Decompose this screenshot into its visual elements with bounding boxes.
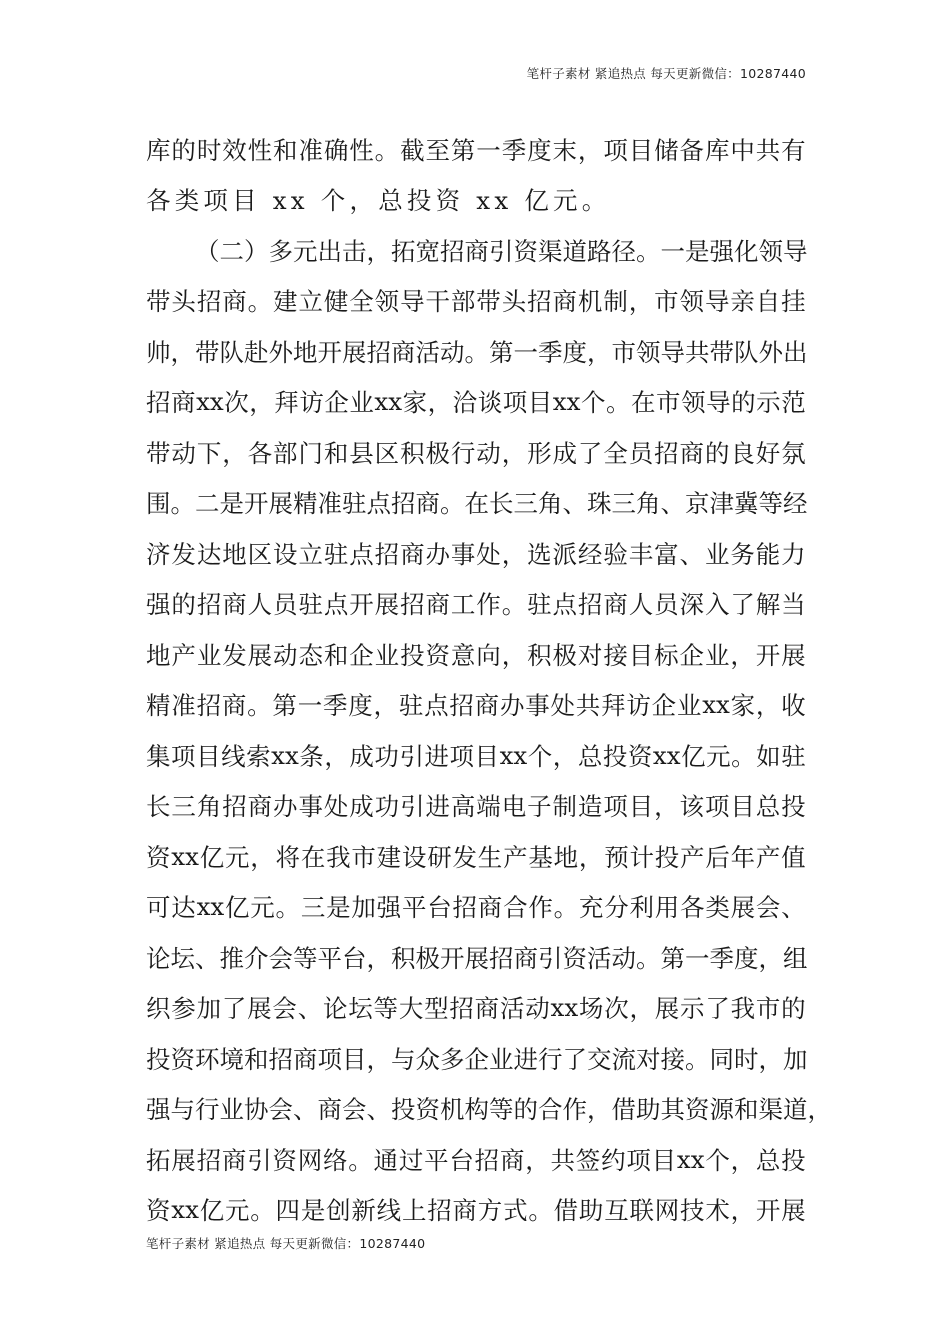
text-line: 织 参 加 了 展 会 、 论 坛 等 大 型 招 商 活 动 xx 场 次 ， 展 示 了 我 市 的 bbox=[146, 993, 806, 1024]
text-line: 帅 ， 带 队 赴 外 地 开 展 招 商 活 动 。 第 一 季 度 ， 市 领 导 共 带 队 外 出 bbox=[146, 337, 808, 367]
text-line: 集 项 目 线 索 xx 条 ， 成 功 引 进 项 目 xx 个 ， 总 投 资 xx 亿 元 。 如 驻 bbox=[146, 740, 806, 771]
text-line: 围 。 二 是 开 展 精 准 驻 点 招 商 。 在 长 三 角 、 珠 三 角 、 京 津 冀 等 经 bbox=[146, 489, 808, 519]
document-body bbox=[146, 124, 832, 1235]
text-line: 济 发 达 地 区 设 立 驻 点 招 商 办 事 处 ， 选 派 经 验 丰 富 、 业 务 能 力 bbox=[146, 539, 806, 569]
text-line: 拓 展 招 商 引 资 网 络 。 通 过 平 台 招 商 ， 共 签 约 项 目 xx 个 ， 总 投 bbox=[146, 1144, 806, 1175]
text-line: 长 三 角 招 商 办 事 处 成 功 引 进 高 端 电 子 制 造 项 目 ， 该 项 目 总 投 bbox=[146, 792, 806, 822]
text-line: 论 坛 、 推 介 会 等 平 台 ， 积 极 开 展 招 商 引 资 活 动 。 第 一 季 度 ， 组 bbox=[146, 943, 808, 973]
text-line: 资 xx 亿 元 ， 将 在 我 市 建 设 研 发 生 产 基 地 ， 预 计 投 产 后 年 产 值 bbox=[146, 841, 806, 872]
text-line: 投 资 环 境 和 招 商 项 目 ， 与 众 多 企 业 进 行 了 交 流 对 接 。 同 时 ， 加 bbox=[146, 1044, 808, 1074]
text-line: 可 达 xx 亿 元 。 三 是 加 强 平 台 招 商 合 作 。 充 分 利 用 各 类 展 会 、 bbox=[146, 892, 806, 923]
text-line: 强 的 招 商 人 员 驻 点 开 展 招 商 工 作 。 驻 点 招 商 人 员 深 入 了 解 当 bbox=[146, 590, 806, 620]
text-line: 各类项目 xx 个，总投资 xx 亿元。 bbox=[146, 186, 611, 216]
text-line: 库 的 时 效 性 和 准 确 性 。 截 至 第 一 季 度 末 ， 项 目 储 备 库 中 共 有 bbox=[146, 135, 806, 165]
header-watermark-text: 笔杆子素材 紧追热点 每天更新微信：10287440 bbox=[526, 66, 806, 81]
text-line: 精 准 招 商 。 第 一 季 度 ， 驻 点 招 商 办 事 处 共 拜 访 企 业 xx 家 ， 收 bbox=[146, 690, 806, 721]
text-line: 招 商 xx 次 ， 拜 访 企 业 xx 家 ， 洽 谈 项 目 xx 个 。 在 市 领 导 的 示 范 bbox=[146, 387, 806, 418]
text-line: 带 头 招 商 。 建 立 健 全 领 导 干 部 带 头 招 商 机 制 ， 市 领 导 亲 自 挂 bbox=[146, 287, 806, 317]
text-line: 资 xx 亿 元 。 四 是 创 新 线 上 招 商 方 式 。 借 助 互 联 网 技 术 ， 开 展 bbox=[146, 1195, 806, 1226]
paragraph-first-line: （ 二 ） 多 元 出 击 ， 拓 宽 招 商 引 资 渠 道 路 径 。 一 是 强 化 领 导 bbox=[195, 236, 808, 266]
footer-watermark-text: 笔杆子素材 紧追热点 每天更新微信：10287440 bbox=[146, 1236, 426, 1251]
text-line: 带 动 下 ， 各 部 门 和 县 区 积 极 行 动 ， 形 成 了 全 员 招 商 的 良 好 氛 bbox=[146, 438, 806, 468]
text-line: 强 与 行 业 协 会 、 商 会 、 投 资 机 构 等 的 合 作 ， 借 助 其 资 源 和 渠 道 ， bbox=[146, 1095, 832, 1125]
text-line: 地 产 业 发 展 动 态 和 企 业 投 资 意 向 ， 积 极 对 接 目 标 企 业 ， 开 展 bbox=[146, 640, 806, 670]
